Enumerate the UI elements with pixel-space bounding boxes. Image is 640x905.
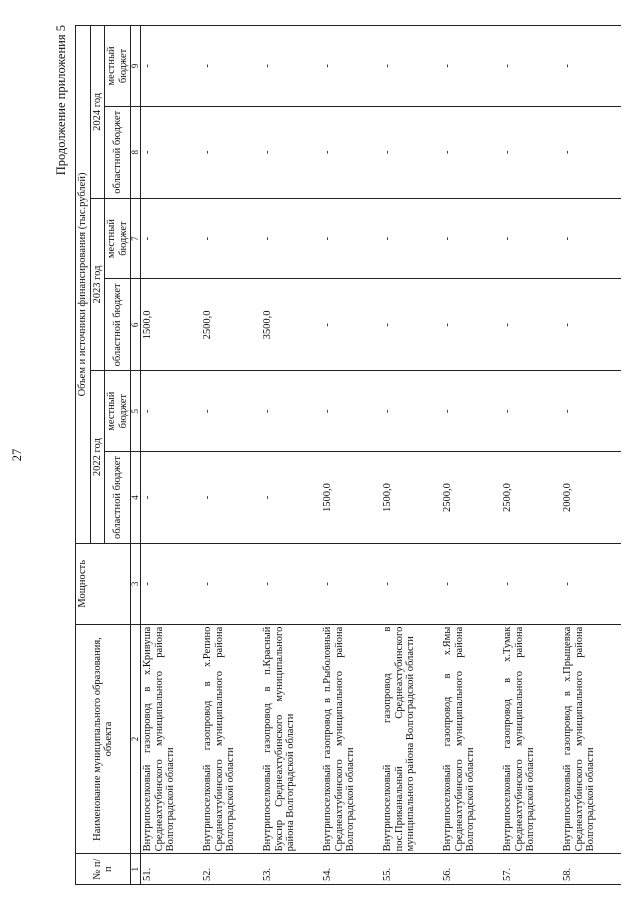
- local-2023: -: [141, 198, 202, 279]
- table-row: [381, 26, 441, 885]
- table-row: [561, 26, 621, 885]
- row-number: 53.: [261, 854, 321, 885]
- local-2022: -: [561, 371, 621, 452]
- header-local-2022: местный бюджет: [105, 371, 131, 452]
- header-funding: Объем и источники финансирования (тыс.рублей): [76, 26, 91, 544]
- header-power: Мощность: [76, 543, 131, 624]
- table-body: [141, 26, 622, 885]
- regional-2023: 2500,0: [201, 279, 261, 371]
- local-2023: -: [321, 198, 381, 279]
- object-name: Внутрипоселковый газопровод в х.Репино Среднеахтубинского муниципального района Волгоградской области: [201, 624, 261, 854]
- table-row: [141, 26, 202, 885]
- regional-2022: -: [141, 452, 202, 544]
- local-2024: -: [321, 26, 381, 107]
- regional-2023: 3500,0: [261, 279, 321, 371]
- object-name: Внутрипоселковый газопровод в п.Рыболовный Среднеахтубинского муниципального района Волгоградской области: [321, 624, 381, 854]
- header-local-2024: местный бюджет: [105, 26, 131, 107]
- regional-2022: 2000,0: [561, 452, 621, 544]
- header-regional-2023: областной бюджет: [105, 279, 131, 371]
- regional-2023: -: [501, 279, 561, 371]
- table-row: [261, 26, 321, 885]
- local-2022: -: [501, 371, 561, 452]
- object-name: Внутрипоселковый газопровод в пос.Приканальный Среднеахтубинского муниципального района Волгоградской области: [381, 624, 441, 854]
- column-index: 9: [131, 26, 141, 107]
- row-number: 55.: [381, 854, 441, 885]
- rotated-page: [10, 25, 635, 885]
- row-number: 54.: [321, 854, 381, 885]
- local-2022: -: [141, 371, 202, 452]
- column-index: 1: [131, 854, 141, 885]
- row-number: 51.: [141, 854, 202, 885]
- local-2022: -: [261, 371, 321, 452]
- local-2024: -: [381, 26, 441, 107]
- regional-2024: -: [201, 106, 261, 198]
- local-2022: -: [321, 371, 381, 452]
- column-index: 6: [131, 279, 141, 371]
- power-value: -: [381, 543, 441, 624]
- regional-2024: -: [141, 106, 202, 198]
- local-2023: -: [441, 198, 501, 279]
- object-name: Внутрипоселковый газопровод в х.Тумак Среднеахтубинского муниципального района Волгоградской области: [501, 624, 561, 854]
- header-2022: 2022 год: [90, 371, 105, 544]
- local-2022: -: [441, 371, 501, 452]
- local-2024: -: [561, 26, 621, 107]
- column-index: 8: [131, 106, 141, 198]
- table-row: [321, 26, 381, 885]
- header-num: № п/п: [76, 854, 131, 885]
- column-index: 7: [131, 198, 141, 279]
- funding-table: [75, 25, 621, 885]
- header-2024: 2024 год: [90, 26, 105, 199]
- header-2023: 2023 год: [90, 198, 105, 371]
- object-name: Внутрипоселковый газопровод в х.Прыщевка Среднеахтубинского муниципального района Волгоградской области: [561, 624, 621, 854]
- row-number: 58.: [561, 854, 621, 885]
- regional-2024: -: [501, 106, 561, 198]
- local-2023: -: [201, 198, 261, 279]
- regional-2023: -: [381, 279, 441, 371]
- table-row: [201, 26, 261, 885]
- regional-2024: -: [381, 106, 441, 198]
- power-value: -: [501, 543, 561, 624]
- header-local-2023: местный бюджет: [105, 198, 131, 279]
- regional-2024: -: [261, 106, 321, 198]
- column-index: 5: [131, 371, 141, 452]
- object-name: Внутрипоселковый газопровод в х.Ямы Среднеахтубинского муниципального района Волгоградской области: [441, 624, 501, 854]
- regional-2024: -: [561, 106, 621, 198]
- row-number: 52.: [201, 854, 261, 885]
- regional-2023: -: [321, 279, 381, 371]
- header-regional-2024: областной бюджет: [105, 106, 131, 198]
- power-value: -: [321, 543, 381, 624]
- regional-2022: -: [261, 452, 321, 544]
- local-2024: -: [501, 26, 561, 107]
- regional-2022: 2500,0: [501, 452, 561, 544]
- regional-2024: -: [441, 106, 501, 198]
- row-number: 56.: [441, 854, 501, 885]
- column-index: 3: [131, 543, 141, 624]
- local-2024: -: [441, 26, 501, 107]
- regional-2023: 1500,0: [141, 279, 202, 371]
- local-2024: -: [141, 26, 202, 107]
- regional-2022: -: [201, 452, 261, 544]
- regional-2022: 1500,0: [321, 452, 381, 544]
- regional-2022: 1500,0: [381, 452, 441, 544]
- local-2023: -: [561, 198, 621, 279]
- local-2024: -: [201, 26, 261, 107]
- object-name: Внутрипоселковый газопровод в х.Кривуша Среднеахтубинского муниципального района Волгоградской области: [141, 624, 202, 854]
- table-row: [501, 26, 561, 885]
- power-value: -: [201, 543, 261, 624]
- regional-2022: 2500,0: [441, 452, 501, 544]
- page-number: 27: [10, 448, 24, 462]
- power-value: -: [441, 543, 501, 624]
- local-2022: -: [201, 371, 261, 452]
- local-2024: -: [261, 26, 321, 107]
- table-row: [441, 26, 501, 885]
- local-2023: -: [381, 198, 441, 279]
- header-name: Наименование муниципального образования, объекта: [76, 624, 131, 854]
- power-value: -: [141, 543, 202, 624]
- regional-2023: -: [561, 279, 621, 371]
- object-name: Внутрипоселковый газопровод в п.Красный Буксир Среднеахтубинского муниципального района Волгоградской области: [261, 624, 321, 854]
- regional-2023: -: [441, 279, 501, 371]
- local-2022: -: [381, 371, 441, 452]
- header-regional-2022: областной бюджет: [105, 452, 131, 544]
- column-index: 2: [131, 624, 141, 854]
- appendix-caption: Продолжение приложения 5: [54, 25, 68, 176]
- power-value: -: [561, 543, 621, 624]
- power-value: -: [261, 543, 321, 624]
- local-2023: -: [261, 198, 321, 279]
- regional-2024: -: [321, 106, 381, 198]
- row-number: 57.: [501, 854, 561, 885]
- local-2023: -: [501, 198, 561, 279]
- column-index: 4: [131, 452, 141, 544]
